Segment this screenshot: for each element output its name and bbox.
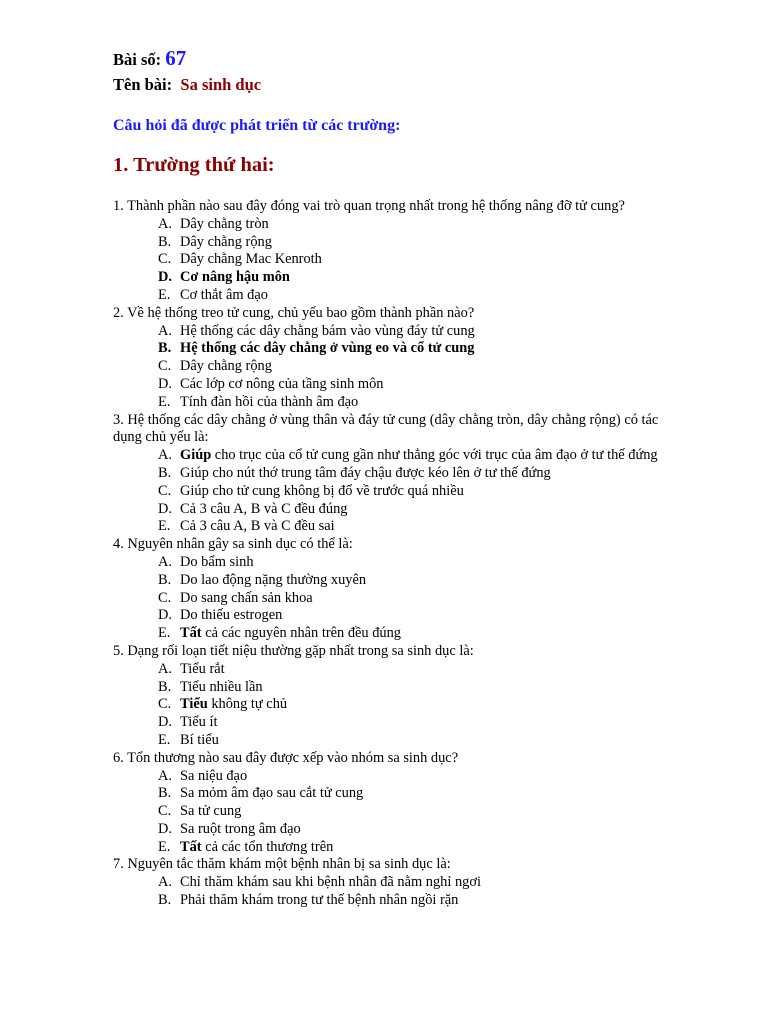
question-item bbox=[113, 856, 673, 909]
question-item bbox=[113, 412, 673, 537]
answer-option bbox=[113, 696, 673, 714]
option-list bbox=[113, 554, 673, 643]
option-text: cho trục của cổ tử cung gần như thẳng góc với trục của âm đạo ở tư thế đứng bbox=[211, 447, 658, 464]
option-text-wrap bbox=[180, 768, 673, 786]
option-list bbox=[113, 874, 673, 910]
option-text-wrap bbox=[180, 376, 673, 394]
answer-option bbox=[113, 768, 673, 786]
option-letter: E. bbox=[158, 625, 171, 642]
option-text: Do lao động nặng thường xuyên bbox=[180, 571, 367, 588]
option-text: Phải thăm khám trong tư thế bệnh nhân ngồi rặn bbox=[180, 892, 459, 909]
option-text: Hệ thống các dây chằng bám vào vùng đáy tử cung bbox=[180, 322, 475, 339]
option-text: Giúp cho nút thớ trung tâm đáy chậu được kéo lên ở tư thế đứng bbox=[180, 464, 551, 481]
answer-option bbox=[113, 839, 673, 857]
option-letter: A. bbox=[158, 215, 172, 232]
answer-option bbox=[113, 714, 673, 732]
option-list bbox=[113, 768, 673, 857]
option-text-wrap bbox=[180, 732, 673, 750]
option-text-wrap bbox=[180, 394, 673, 412]
option-letter: D. bbox=[158, 500, 172, 517]
answer-option bbox=[113, 234, 673, 252]
option-text-wrap bbox=[180, 785, 673, 803]
answer-option bbox=[113, 501, 673, 519]
lesson-name-line bbox=[113, 75, 261, 95]
lesson-number-line bbox=[113, 46, 186, 71]
option-text: Sa tử cung bbox=[180, 803, 242, 820]
option-letter: D. bbox=[158, 375, 172, 392]
option-letter: B. bbox=[158, 892, 172, 909]
answer-option bbox=[113, 394, 673, 412]
lesson-number: 67 bbox=[165, 46, 187, 70]
option-text-wrap bbox=[180, 839, 673, 857]
option-text-wrap bbox=[180, 821, 673, 839]
answer-option bbox=[113, 821, 673, 839]
option-letter: E. bbox=[158, 518, 171, 535]
option-letter: E. bbox=[158, 731, 171, 748]
option-text: Do bẩm sinh bbox=[180, 553, 254, 570]
answer-option bbox=[113, 803, 673, 821]
option-text-wrap bbox=[180, 625, 673, 643]
option-text-wrap bbox=[180, 518, 673, 536]
option-letter: A. bbox=[158, 322, 172, 339]
option-emphasis: Tất bbox=[180, 625, 202, 642]
option-text-wrap bbox=[180, 874, 673, 892]
option-text: không tự chủ bbox=[207, 696, 288, 713]
option-text-wrap bbox=[180, 892, 673, 910]
answer-option bbox=[113, 358, 673, 376]
question-item bbox=[113, 198, 673, 305]
option-letter: A. bbox=[158, 447, 172, 464]
option-text-wrap bbox=[180, 501, 673, 519]
option-text: Dây chằng rộng bbox=[180, 233, 272, 250]
answer-option bbox=[113, 518, 673, 536]
option-letter: D. bbox=[158, 714, 172, 731]
option-text: Chỉ thăm khám sau khi bệnh nhân đã nằm nghỉ ngơi bbox=[180, 874, 481, 891]
option-text-wrap bbox=[180, 447, 673, 465]
option-letter: D. bbox=[158, 607, 172, 624]
option-letter: B. bbox=[158, 571, 172, 588]
option-list bbox=[113, 661, 673, 750]
option-letter: C. bbox=[158, 696, 172, 713]
question-text: 7. Nguyên tắc thăm khám một bệnh nhân bị sa sinh dục là: bbox=[113, 856, 451, 873]
option-letter: C. bbox=[158, 251, 172, 268]
option-text: Cả 3 câu A, B và C đều sai bbox=[180, 518, 335, 535]
option-text-wrap bbox=[180, 340, 673, 358]
option-text-wrap bbox=[180, 251, 673, 269]
option-list bbox=[113, 323, 673, 412]
question-text: 3. Hệ thống các dây chằng ở vùng thân và đáy tử cung (dây chằng tròn, dây chằng rộng) có tác dụng chủ yếu là: bbox=[113, 411, 659, 446]
question-text: 6. Tổn thương nào sau đây được xếp vào nhóm sa sinh dục? bbox=[113, 749, 459, 766]
option-text-wrap bbox=[180, 554, 673, 572]
option-text: Dây chằng Mac Kenroth bbox=[180, 251, 322, 268]
option-text-wrap bbox=[180, 287, 673, 305]
option-letter: C. bbox=[158, 482, 172, 499]
option-text-wrap bbox=[180, 803, 673, 821]
answer-option bbox=[113, 892, 673, 910]
option-letter: C. bbox=[158, 803, 172, 820]
option-emphasis: Tất bbox=[180, 838, 202, 855]
option-letter: B. bbox=[158, 785, 172, 802]
answer-option bbox=[113, 483, 673, 501]
answer-option bbox=[113, 785, 673, 803]
option-text-wrap bbox=[180, 483, 673, 501]
option-text: Sa niệu đạo bbox=[180, 767, 248, 784]
answer-option bbox=[113, 287, 673, 305]
option-text: cả các tổn thương trên bbox=[201, 838, 334, 855]
question-item bbox=[113, 643, 673, 750]
option-text: Giúp cho tử cung không bị đổ về trước quá nhiều bbox=[180, 482, 464, 499]
answer-option bbox=[113, 216, 673, 234]
question-text: 5. Dạng rối loạn tiết niệu thường gặp nhất trong sa sinh dục là: bbox=[113, 642, 474, 659]
subheading: Câu hỏi đã được phát triển từ các trường: bbox=[113, 117, 401, 134]
option-text-wrap bbox=[180, 358, 673, 376]
option-text: Do thiếu estrogen bbox=[180, 607, 283, 624]
question-list bbox=[113, 198, 673, 910]
answer-option bbox=[113, 447, 673, 465]
option-text: Tiểu rắt bbox=[180, 660, 225, 677]
option-text-wrap bbox=[180, 696, 673, 714]
answer-option bbox=[113, 554, 673, 572]
answer-option bbox=[113, 661, 673, 679]
option-list bbox=[113, 447, 673, 536]
answer-option bbox=[113, 269, 673, 287]
option-text: Cơ nâng hậu môn bbox=[180, 269, 290, 286]
option-letter: C. bbox=[158, 589, 172, 606]
answer-option bbox=[113, 732, 673, 750]
answer-option bbox=[113, 323, 673, 341]
option-text-wrap bbox=[180, 590, 673, 608]
answer-option bbox=[113, 679, 673, 697]
option-text: Sa ruột trong âm đạo bbox=[180, 820, 301, 837]
question-text: 4. Nguyên nhân gây sa sinh dục có thể là: bbox=[113, 536, 353, 553]
option-text: Tiểu nhiều lần bbox=[180, 678, 263, 695]
lesson-number-label: Bài số: bbox=[113, 50, 162, 69]
answer-option bbox=[113, 251, 673, 269]
option-letter: A. bbox=[158, 874, 172, 891]
section-title: 1. Trường thứ hai: bbox=[113, 154, 275, 176]
answer-option bbox=[113, 376, 673, 394]
option-letter: B. bbox=[158, 340, 172, 357]
option-letter: A. bbox=[158, 767, 172, 784]
option-text: Do sang chấn sản khoa bbox=[180, 589, 313, 606]
lesson-name: Sa sinh dục bbox=[180, 75, 262, 94]
option-letter: E. bbox=[158, 286, 171, 303]
option-text: Tính đàn hồi của thành âm đạo bbox=[180, 393, 359, 410]
option-text: Hệ thống các dây chằng ở vùng eo và cổ tử cung bbox=[180, 340, 475, 357]
option-letter: D. bbox=[158, 820, 172, 837]
option-letter: D. bbox=[158, 269, 172, 286]
option-text: Cả 3 câu A, B và C đều đúng bbox=[180, 500, 348, 517]
option-text-wrap bbox=[180, 216, 673, 234]
option-letter: A. bbox=[158, 553, 172, 570]
option-text: Bí tiểu bbox=[180, 731, 219, 748]
answer-option bbox=[113, 625, 673, 643]
option-list bbox=[113, 216, 673, 305]
option-text-wrap bbox=[180, 465, 673, 483]
option-text-wrap bbox=[180, 323, 673, 341]
option-text-wrap bbox=[180, 572, 673, 590]
answer-option bbox=[113, 340, 673, 358]
option-letter: E. bbox=[158, 393, 171, 410]
option-text: Tiểu ít bbox=[180, 714, 218, 731]
answer-option bbox=[113, 465, 673, 483]
option-text: Các lớp cơ nông của tầng sinh môn bbox=[180, 375, 384, 392]
option-text-wrap bbox=[180, 607, 673, 625]
option-emphasis: Giúp bbox=[180, 447, 212, 464]
option-text: cả các nguyên nhân trên đều đúng bbox=[201, 625, 401, 642]
option-text: Dây chằng tròn bbox=[180, 215, 269, 232]
option-text-wrap bbox=[180, 679, 673, 697]
option-emphasis: Tiểu bbox=[180, 696, 208, 713]
answer-option bbox=[113, 572, 673, 590]
question-item bbox=[113, 305, 673, 412]
option-text-wrap bbox=[180, 234, 673, 252]
option-letter: B. bbox=[158, 233, 172, 250]
question-item bbox=[113, 750, 673, 857]
answer-option bbox=[113, 874, 673, 892]
option-letter: B. bbox=[158, 678, 172, 695]
option-text: Cơ thắt âm đạo bbox=[180, 286, 268, 303]
question-item bbox=[113, 536, 673, 643]
lesson-name-label: Tên bài: bbox=[113, 75, 173, 94]
option-text-wrap bbox=[180, 269, 673, 287]
option-text: Dây chằng rộng bbox=[180, 358, 272, 375]
question-text: 2. Về hệ thống treo tử cung, chủ yếu bao gồm thành phần nào? bbox=[113, 304, 475, 321]
option-letter: A. bbox=[158, 660, 172, 677]
answer-option bbox=[113, 607, 673, 625]
option-letter: E. bbox=[158, 838, 171, 855]
option-letter: B. bbox=[158, 464, 172, 481]
question-text: 1. Thành phần nào sau đây đóng vai trò quan trọng nhất trong hệ thống nâng đỡ tử cung? bbox=[113, 198, 625, 214]
option-text-wrap bbox=[180, 714, 673, 732]
answer-option bbox=[113, 590, 673, 608]
option-text-wrap bbox=[180, 661, 673, 679]
option-text: Sa mỏm âm đạo sau cắt tử cung bbox=[180, 785, 364, 802]
option-letter: C. bbox=[158, 358, 172, 375]
